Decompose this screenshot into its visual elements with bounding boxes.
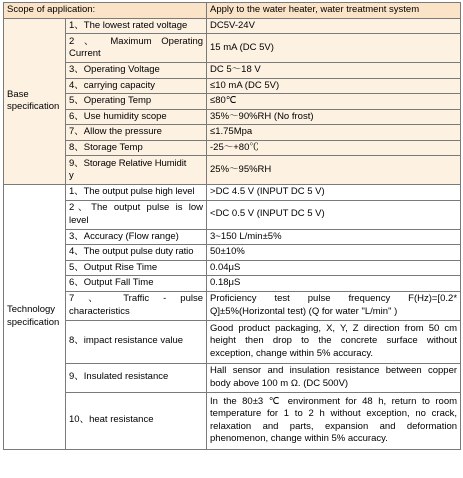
row-name: 7 、 Traffic - pulse characteristics [66,291,207,320]
row-value: 50±10% [207,245,461,261]
specification-table [3,2,461,450]
tech-row-1 [4,185,461,201]
row-name: 8、Storage Temp [66,140,207,156]
base-row-6 [4,109,461,125]
base-row-9 [4,156,461,185]
scope-label: Scope of application: [4,3,207,19]
base-row-7 [4,125,461,141]
tech-row-6 [4,276,461,292]
row-name: 3、Operating Voltage [66,63,207,79]
tech-row-2 [4,200,461,229]
technology-category: Technology specification [4,185,66,450]
tech-row-3 [4,229,461,245]
tech-row-10 [4,392,461,449]
row-value: 35%～90%RH (No frost) [207,109,461,125]
row-value: Good product packaging, X, Y, Z direction from 50 cm height then drop to the concrete surface without exception, change within 5% accuracy. [207,320,461,363]
row-value: DC 5～18 V [207,63,461,79]
base-row-5 [4,94,461,110]
row-name: 4、carrying capacity [66,78,207,94]
base-row-8 [4,140,461,156]
row-value: 0.04μS [207,260,461,276]
tech-row-4 [4,245,461,261]
row-name: 1、The lowest rated voltage [66,18,207,34]
row-value: 0.18μS [207,276,461,292]
row-value: 25%～95%RH [207,156,461,185]
tech-row-8 [4,320,461,363]
row-name: 1、The output pulse high level [66,185,207,201]
tech-row-9 [4,363,461,392]
tech-row-5 [4,260,461,276]
row-value: ≤10 mA (DC 5V) [207,78,461,94]
row-value: ≤80℃ [207,94,461,110]
row-name: 4、The output pulse duty ratio [66,245,207,261]
row-name: 9、Insulated resistance [66,363,207,392]
base-category: Base specification [4,18,66,185]
base-row-3 [4,63,461,79]
row-value: Hall sensor and insulation resistance between copper body above 100 m Ω. (DC 500V) [207,363,461,392]
base-row-1 [4,18,461,34]
row-name: 10、heat resistance [66,392,207,449]
row-value: DC5V-24V [207,18,461,34]
row-name: 5、Operating Temp [66,94,207,110]
tech-row-7 [4,291,461,320]
row-value: ≤1.75Mpa [207,125,461,141]
row-name: 7、Allow the pressure [66,125,207,141]
row-value: 15 mA (DC 5V) [207,34,461,63]
row-name: 6、Output Fall Time [66,276,207,292]
base-row-2 [4,34,461,63]
row-value: 3~150 L/min±5% [207,229,461,245]
row-value: >DC 4.5 V (INPUT DC 5 V) [207,185,461,201]
row-name: 8、impact resistance value [66,320,207,363]
base-row-4 [4,78,461,94]
row-value: In the 80±3 ℃ environment for 48 h, return to room temperature for 1 to 2 h without exception, no crack, relaxation and parts, expansion and deformation phenomenon, change within 5% accuracy. [207,392,461,449]
scope-value: Apply to the water heater, water treatment system [207,3,461,19]
row-name: 6、Use humidity scope [66,109,207,125]
row-name: 2、The output pulse is low level [66,200,207,229]
row-name: 9、Storage Relative Humidit y [66,156,207,185]
row-name: 2 、 Maximum Operating Current [66,34,207,63]
row-name: 3、Accuracy (Flow range) [66,229,207,245]
row-value: <DC 0.5 V (INPUT DC 5 V) [207,200,461,229]
row-value: Proficiency test pulse frequency F(Hz)=[0.2* Q]±5%(Horizontal test) (Q for water "L/min" ) [207,291,461,320]
row-name: 5、Output Rise Time [66,260,207,276]
scope-row [4,3,461,19]
row-value: -25～+80℃ [207,140,461,156]
